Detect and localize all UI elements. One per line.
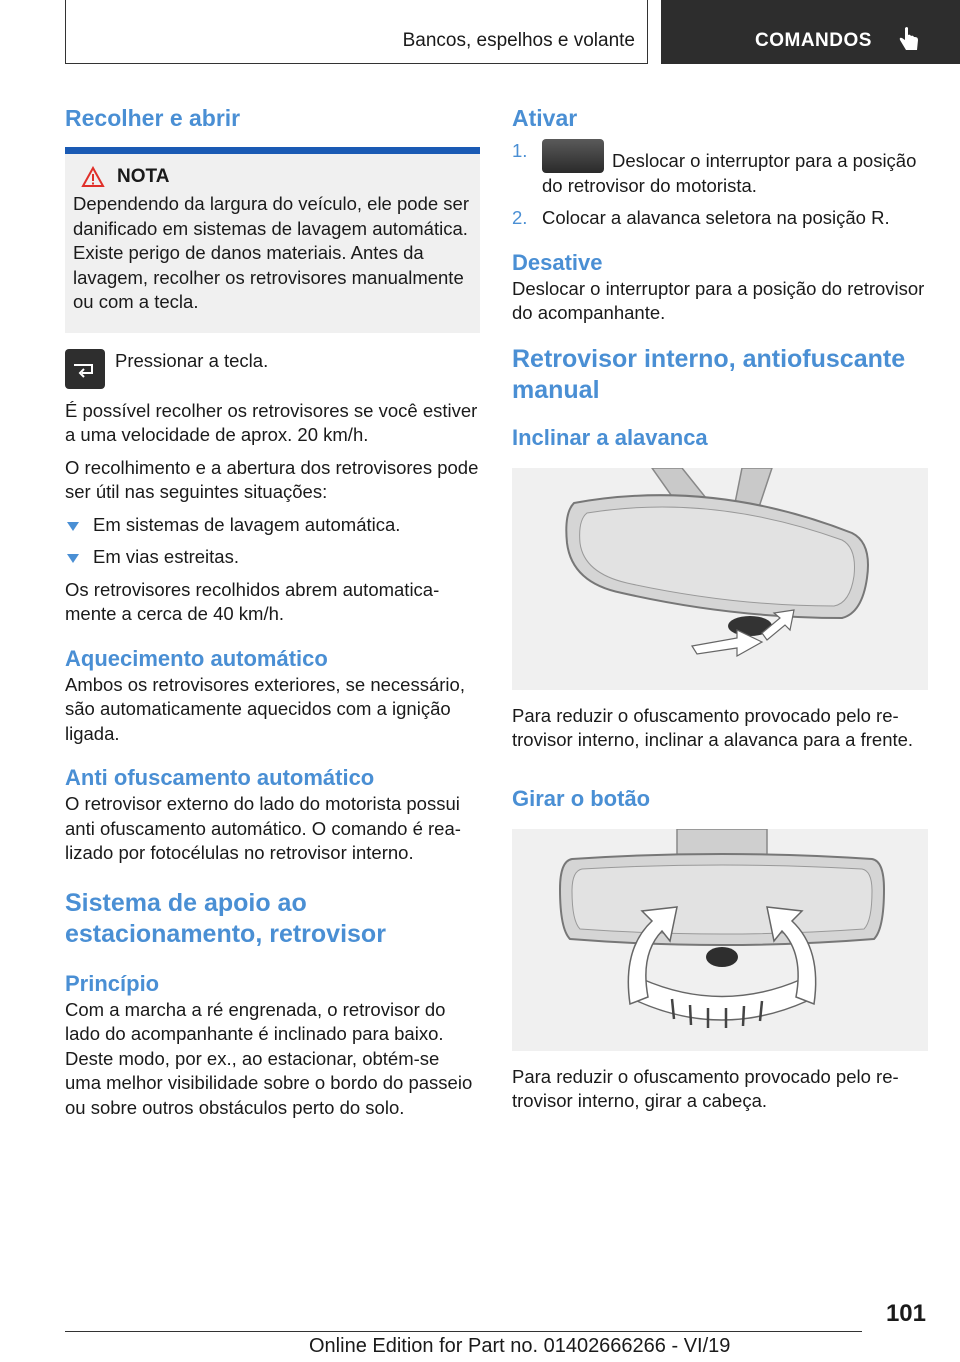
note-label: NOTA [117, 166, 170, 187]
right-column [512, 100, 928, 1114]
note-header [81, 166, 470, 188]
warning-triangle-icon [81, 166, 105, 188]
heading-retrovisor-interno: Retrovisor interno, antiofuscante manual [512, 344, 906, 404]
mirror-switch-icon [542, 139, 604, 173]
heading-girar: Girar o botão [512, 785, 651, 811]
heading-ativar: Ativar [512, 105, 578, 131]
step-number: 1. [512, 140, 528, 161]
press-key-row [65, 349, 480, 389]
list-item [512, 206, 928, 231]
list-item [512, 139, 928, 198]
text-girar: Para reduzir o ofuscamento provocado pelo retrovisor interno, girar a cabeça. [512, 1065, 899, 1111]
step-text [542, 139, 928, 198]
mirror-lever-illustration [512, 468, 928, 690]
bullet-text: Em sistemas de lavagem automática. [93, 513, 401, 535]
heading-desative: Desative [512, 249, 603, 275]
figure-mirror-knob [512, 829, 928, 1051]
heading-recolher: Recolher e abrir [65, 105, 241, 131]
bullet-text: Em vias estreitas. [93, 546, 239, 567]
text-aquecimento: Ambos os retrovisores exteriores, se necessário, são automaticamente aquecidos com a ignição ligada. [65, 673, 465, 744]
note-box [65, 154, 480, 333]
bullet-triangle-icon [67, 522, 79, 531]
text-velocidade: É possível recolher os retrovisores se você estiver a uma velocidade de aprox. 20 km/h. [65, 399, 478, 445]
bullet-triangle-icon [67, 554, 79, 563]
text-antiofuscamento: O retrovisor externo do lado do motorista possui anti ofuscamento automático. O comando é realizado por fotocélulas no retrovisor interno. [65, 793, 461, 863]
footer-edition: Online Edition for Part no. 01402666266 - VI/19 [309, 1335, 731, 1357]
note-text: Dependendo da largura do veículo, ele pode ser danificado em sistemas de lavagem automática. Existe perigo de danos materiais. Antes da lavagem, recolher os retrovisores manualmente ou com a tecla. [73, 193, 469, 312]
header-section-box [65, 0, 648, 64]
text-inclinar: Para reduzir o ofuscamento provocado pelo retrovisor interno, inclinar a alavanca para a frente. [512, 704, 914, 750]
header-section-title: Bancos, espelhos e volante [402, 30, 635, 51]
left-column [65, 100, 480, 1120]
chapter-tab [661, 0, 960, 64]
note-top-rule [65, 147, 480, 154]
fold-mirror-key-icon [65, 349, 105, 389]
step-text-content: Deslocar o interruptor para a posição do retrovisor do motorista. [542, 150, 917, 196]
list-item [65, 513, 480, 538]
mirror-knob-illustration [512, 829, 928, 1051]
text-situacoes: O recolhimento e a abertura dos retrovisores pode ser útil nas seguintes situações: [65, 456, 479, 502]
list-item [65, 545, 480, 570]
footer-rule [65, 1331, 862, 1332]
step-text: Colocar a alavanca seletora na posição R. [542, 207, 890, 228]
step-number: 2. [512, 207, 528, 228]
heading-antiofuscamento: Anti ofuscamento automático [65, 765, 375, 790]
heading-inclinar: Inclinar a alavanca [512, 424, 708, 450]
chapter-tab-label: COMANDOS [755, 30, 872, 51]
press-key-text: Pressionar a tecla. [115, 349, 269, 371]
figure-mirror-lever [512, 468, 928, 690]
text-abrem: Os retrovisores recolhidos abrem automaticamente a cerca de 40 km/h. [65, 578, 440, 624]
text-principio: Com a marcha a ré engrenada, o retrovisor do lado do acompanhante é inclinado para baixo. Deste modo, por ex., ao estacionar, obtém-se uma melhor visibilidade sobre o bordo do passeio ou sobre outros obstáculos perto do solo. [65, 998, 473, 1118]
text-desative: Deslocar o interruptor para a posição do retrovisor do acompanhante. [512, 277, 925, 323]
hand-pointer-icon [897, 26, 921, 54]
heading-sistema-apoio: Sistema de apoio ao estacionamento, retrovisor [65, 888, 386, 948]
heading-aquecimento: Aquecimento automático [65, 645, 328, 671]
page-number: 101 [885, 1300, 926, 1327]
heading-principio: Princípio [65, 970, 160, 996]
